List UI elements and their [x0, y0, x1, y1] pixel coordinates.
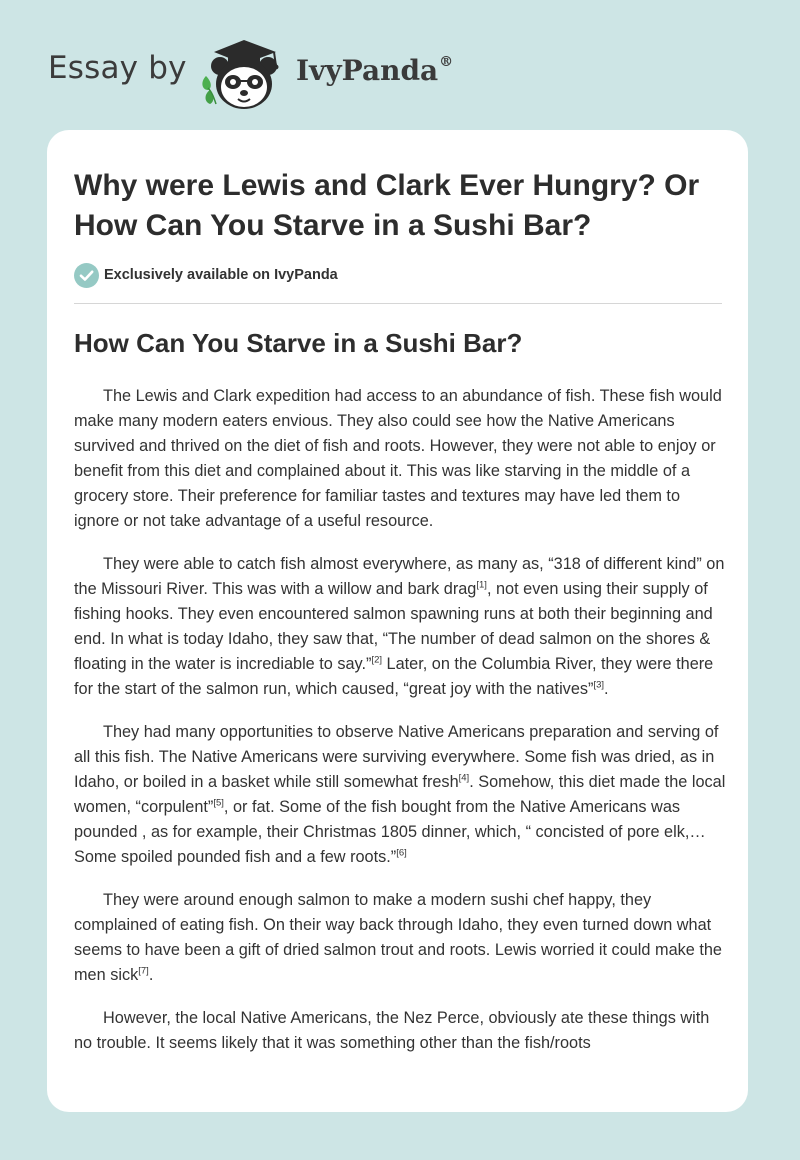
exclusive-text: Exclusively available on IvyPanda	[104, 267, 338, 283]
paragraph-text: They had many opportunities to observe Native Americans preparation and serving of all this fish. The Native Americans were surviving everywhere. Some fish was dried, as in Idaho, or boiled in a basket while still somewhat fresh	[74, 723, 719, 791]
paragraph-text: However, the local Native Americans, the Nez Perce, obviously ate these things with no trouble. It seems likely that it was something other than the fish/roots	[74, 1009, 710, 1052]
essay-body	[74, 384, 726, 1074]
divider	[74, 303, 722, 304]
footnote-ref[interactable]: [7]	[138, 965, 149, 977]
footnote-ref[interactable]: [3]	[593, 679, 605, 691]
brand-header	[48, 32, 568, 112]
paragraph-text: .	[604, 680, 609, 698]
paragraph	[74, 1006, 726, 1056]
paragraph-text: They were able to catch fish almost everywhere, as many as, “318 of different kind” on the Missouri River. This was with a willow and bark drag	[74, 555, 725, 598]
page-title: Why were Lewis and Clark Ever Hungry? Or How Can You Starve in a Sushi Bar?	[74, 169, 700, 242]
brand-name	[296, 54, 453, 87]
brand-name-text: IvyPanda	[296, 54, 439, 87]
footnote-ref[interactable]: [2]	[371, 654, 382, 666]
paragraph-text: The Lewis and Clark expedition had access to an abundance of fish. These fish would make many modern eaters envious. They also could see how the Native Americans survived and thrived on the diet of fish and roots. However, they were not able to enjoy or benefit from this diet and complained about it. This was like starving in the middle of a grocery store. Their preference for familiar tastes and textures may have led them to ignore or not take advantage of a useful resource.	[74, 387, 722, 530]
panda-graduate-icon	[198, 32, 290, 112]
registered-mark: ®	[439, 53, 454, 70]
paragraph-text: , or fat. Some of the fish bought from the Native Americans was pounded , as for example, their Christmas 1805 dinner, which, “ concisted of pore elk,…Some spoiled pounded fish and a few roots.”	[74, 798, 706, 866]
section-heading: How Can You Starve in a Sushi Bar?	[74, 328, 523, 358]
paragraph	[74, 552, 726, 702]
footnote-ref[interactable]: [5]	[213, 797, 224, 809]
footnote-ref[interactable]: [4]	[458, 772, 470, 784]
paragraph-text: , not even using their supply of fishing hooks. They even encountered salmon spawning runs at both their beginning and end. In what is today Idaho, they saw that, “The number of dead salmon on the shores & floating in the water is incrediable to say.”	[74, 580, 713, 673]
paragraph-text: .	[148, 966, 154, 984]
essay-card	[47, 130, 748, 1112]
check-icon	[74, 263, 99, 288]
paragraph-text: . Somehow, this diet made the local women, “corpulent”	[74, 773, 726, 816]
brand-prefix: Essay by	[48, 50, 187, 86]
paragraph	[74, 384, 726, 534]
paragraph-text: They were around enough salmon to make a modern sushi chef happy, they complained of eating fish. On their way back through Idaho, they even turned down what seems to have been a gift of dried salmon trout and roots. Lewis worried it could make the men sick	[74, 891, 722, 984]
footnote-ref[interactable]: [6]	[396, 847, 407, 859]
paragraph-text: Later, on the Columbia River, they were there for the start of the salmon run, which caused, “great joy with the natives”	[74, 655, 714, 698]
footnote-ref[interactable]: [1]	[476, 579, 487, 591]
paragraph	[74, 888, 726, 988]
paragraph	[74, 720, 726, 870]
